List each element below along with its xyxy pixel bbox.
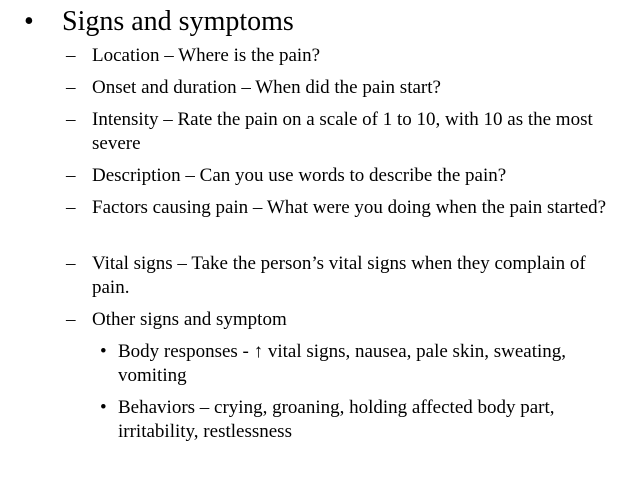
list-item-vital-signs — [66, 252, 626, 300]
list-dash: – — [66, 77, 76, 98]
heading-text: Signs and symptoms — [62, 6, 294, 37]
list-item-text: Description – Can you use words to describe the pain? — [92, 165, 507, 186]
list-item-text: Intensity – Rate the pain on a scale of 1 to 10, with 10 as the most severe — [92, 109, 593, 154]
sublist-bullet: • — [100, 341, 107, 362]
list-item-text: Vital signs – Take the person’s vital signs when they complain of pain. — [92, 253, 586, 298]
list-dash: – — [66, 109, 76, 130]
list-item-factors — [66, 196, 626, 220]
sublist-item-text: Behaviors – crying, groaning, holding affected body part, irritability, restlessness — [118, 397, 555, 442]
list-dash: – — [66, 197, 76, 218]
list-dash: – — [66, 253, 76, 274]
sublist-bullet: • — [100, 397, 107, 418]
list-item-onset — [66, 76, 626, 100]
sublist-item-body-responses — [100, 340, 620, 388]
list-item-text: Other signs and symptom — [92, 309, 287, 330]
heading-bullet: • — [24, 6, 34, 37]
list-item-text: Onset and duration – When did the pain start? — [92, 77, 441, 98]
sublist-item-text: Body responses - ↑ vital signs, nausea, pale skin, sweating, vomiting — [118, 341, 567, 386]
list-dash: – — [66, 165, 76, 186]
list-item-location — [66, 44, 626, 68]
list-item-text: Factors causing pain – What were you doing when the pain started? — [92, 197, 607, 218]
list-item-description — [66, 164, 626, 188]
list-item-intensity — [66, 108, 626, 156]
list-item-other-signs — [66, 308, 626, 332]
list-item-text: Location – Where is the pain? — [92, 45, 321, 66]
list-dash: – — [66, 309, 76, 330]
list-dash: – — [66, 45, 76, 66]
sublist-item-behaviors — [100, 396, 620, 444]
